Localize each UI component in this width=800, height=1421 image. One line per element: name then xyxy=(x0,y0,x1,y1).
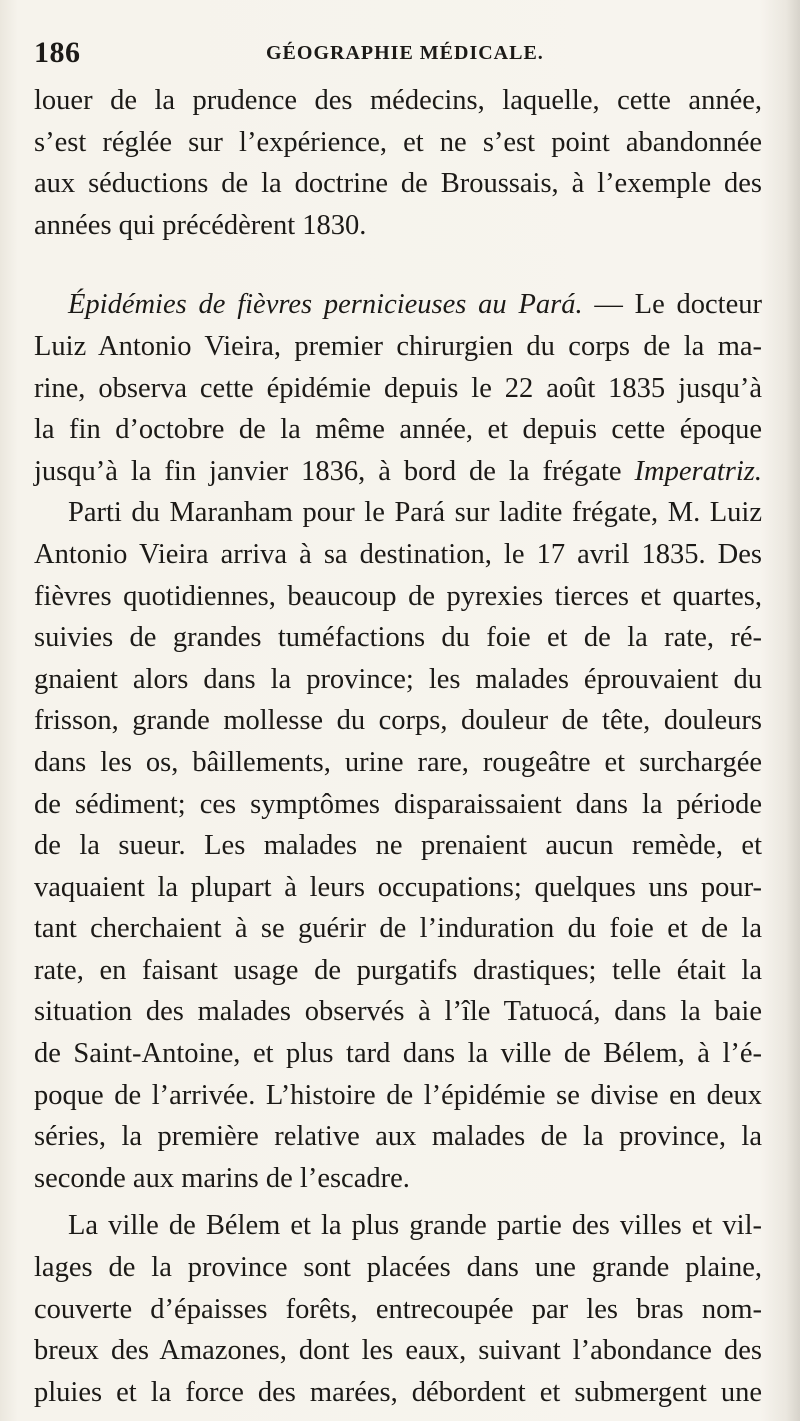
text-line: Parti du Maranham pour le Pará sur ladite frégate, M. Luiz xyxy=(68,497,762,529)
paragraph-belem xyxy=(34,1205,762,1413)
heading-continuation: — Le docteur xyxy=(582,289,762,321)
text-line: années qui précédèrent 1830. xyxy=(34,209,367,241)
text-line: suivies de grandes tuméfactions du foie et de la rate, ré- xyxy=(34,622,762,654)
text-line: La ville de Bélem et la plus grande partie des villes et vil- xyxy=(68,1210,762,1242)
body-text xyxy=(34,80,762,1413)
section-heading: Épidémies de fièvres pernicieuses au Pará. xyxy=(68,289,583,321)
text-line: seconde aux marins de l’escadre. xyxy=(34,1162,410,1194)
text-line: louer de la prudence des médecins, laquelle, cette année, xyxy=(34,85,762,116)
text-line: fièvres quotidiennes, beaucoup de pyrexies tierces et quartes, xyxy=(34,580,762,612)
text-line: poque de l’arrivée. L’histoire de l’épidémie se divise en deux xyxy=(34,1079,762,1111)
text-line: de sédiment; ces symptômes disparaissaient dans la période xyxy=(34,788,762,820)
text-line: frisson, grande mollesse du corps, douleur de tête, douleurs xyxy=(34,705,762,737)
text-line: séries, la première relative aux malades de la province, la xyxy=(34,1121,762,1153)
text-fragment: jusqu’à la fin janvier 1836, à bord de la frégate xyxy=(34,455,635,487)
text-line xyxy=(34,284,762,326)
text-line: tant cherchaient à se guérir de l’induration du foie et de la xyxy=(34,913,762,945)
text-line: rate, en faisant usage de purgatifs drastiques; telle était la xyxy=(34,954,762,986)
text-line: breux des Amazones, dont les eaux, suivant l’abondance des xyxy=(34,1335,762,1367)
text-line: situation des malades observés à l’île Tatuocá, dans la baie xyxy=(34,996,762,1028)
text-line: Antonio Vieira arriva à sa destination, le 17 avril 1835. Des xyxy=(34,538,762,570)
text-line: gnaient alors dans la province; les malades éprouvaient du xyxy=(34,663,762,695)
page-number: 186 xyxy=(34,36,81,69)
text-line: vaquaient la plupart à leurs occupations; quelques uns pour- xyxy=(34,871,762,903)
running-head: GÉOGRAPHIE MÉDICALE. xyxy=(266,42,544,64)
text-line: de la sueur. Les malades ne prenaient aucun remède, et xyxy=(34,830,762,862)
ship-name: Imperatriz. xyxy=(634,455,762,487)
text-line: la fin d’octobre de la même année, et depuis cette époque xyxy=(34,414,762,446)
paragraph-epidemics xyxy=(34,284,762,492)
text-line: aux séductions de la doctrine de Broussais, à l’exemple des xyxy=(34,168,762,200)
text-line: s’est réglée sur l’expérience, et ne s’est point abandonnée xyxy=(34,126,762,158)
text-line xyxy=(34,451,762,493)
paragraph-vieira-report xyxy=(34,492,762,1199)
text-line: lages de la province sont placées dans une grande plaine, xyxy=(34,1252,762,1284)
page-header xyxy=(34,36,760,76)
text-line: pluies et la force des marées, débordent et submergent une xyxy=(34,1376,762,1408)
text-line: couverte d’épaisses forêts, entrecoupée par les bras nom- xyxy=(34,1293,762,1325)
text-line: Luiz Antonio Vieira, premier chirurgien du corps de la ma- xyxy=(34,330,762,362)
text-line: dans les os, bâillements, urine rare, rougeâtre et surchargée xyxy=(34,746,762,778)
text-line: de Saint-Antoine, et plus tard dans la ville de Bélem, à l’é- xyxy=(34,1038,762,1070)
paragraph-continuation xyxy=(34,80,762,246)
text-line: rine, observa cette épidémie depuis le 22 août 1835 jusqu’à xyxy=(34,372,762,404)
